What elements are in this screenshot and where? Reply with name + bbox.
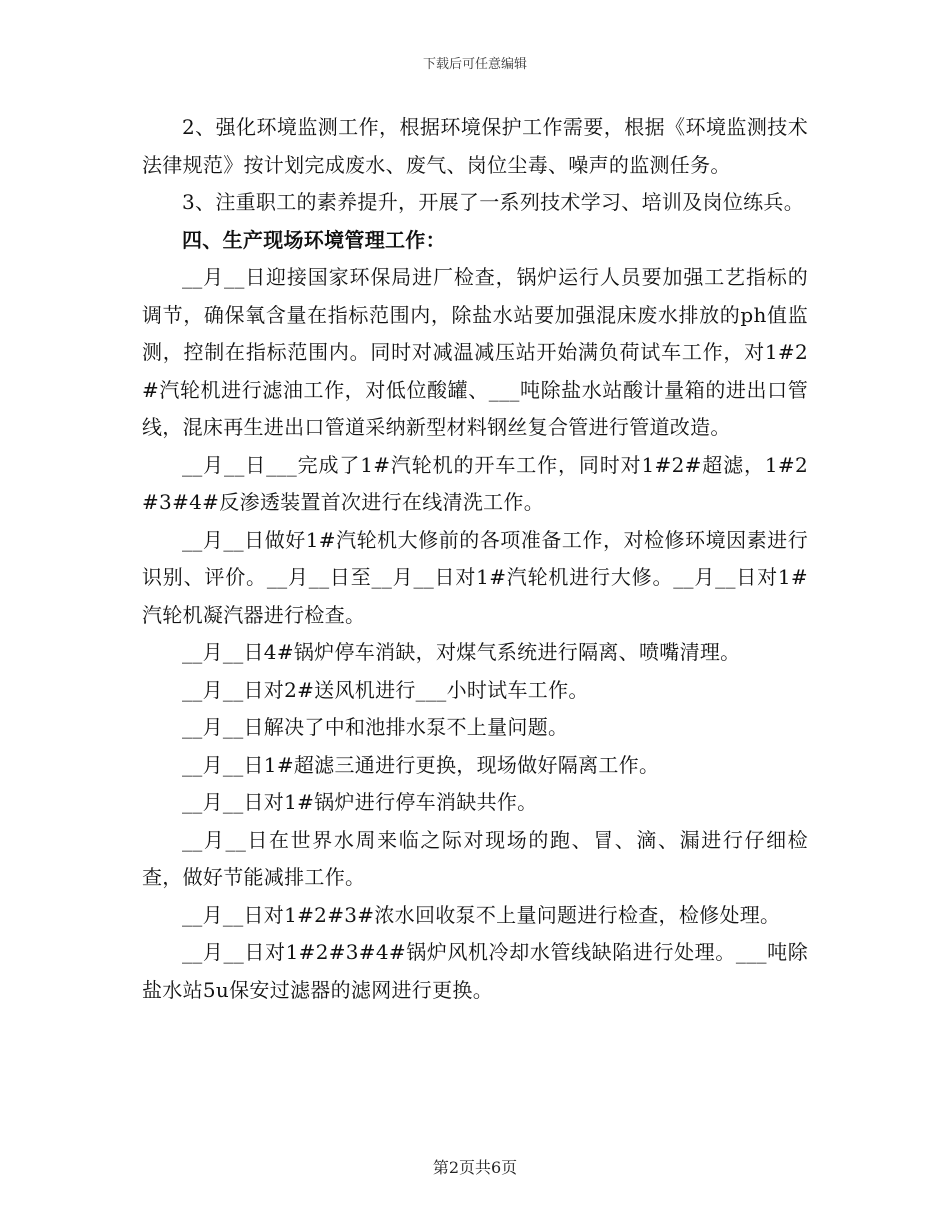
paragraph-water-week: __月__日在世界水周来临之际对现场的跑、冒、滴、漏进行仔细检查，做好节能减排工作。 [142,827,808,889]
paragraph-boiler-4: __月__日4#锅炉停车消缺，对煤气系统进行隔离、喷嘴清理。 [182,640,741,664]
paragraph-ultrafilter-tee: __月__日1#超滤三通进行更换，现场做好隔离工作。 [182,752,660,777]
paragraph-pump-fix: __月__日解决了中和池排水泵不上量问题。 [182,715,569,739]
paragraph-fan-test: __月__日对2#送风机进行___小时试车工作。 [182,677,589,702]
paragraph-recovery-pump: __月__日对1#2#3#浓水回收泵不上量问题进行检查，检修处理。 [182,902,781,927]
paragraph-inspection: __月__日迎接国家环保局进厂检查，锅炉运行人员要加强工艺指标的调节，确保氧含量在指标范围内，除盐水站要加强混床废水排放的ph值监测，控制在指标范围内。同时对减温减压站开始满负荷试车工作，对1#2#汽轮机进行滤油工作，对低位酸罐、___吨除盐水站酸计量箱的进出口管线，混床再生进出口管道采纳新型材料钢丝复合管进行管道改造。 [142,265,808,439]
page-number: 第2页共6页 [432,1158,518,1177]
paragraph-monitoring: 2、强化环境监测工作，根据环境保护工作需要，根据《环境监测技术法律规范》按计划完成废水、废气、岗位尘毒、噪声的监测任务。 [142,115,808,177]
document-body [142,109,808,1009]
paragraph-cooling-pipe: __月__日对1#2#3#4#锅炉风机冷却水管线缺陷进行处理。___吨除盐水站5u保安过滤器的滤网进行更换。 [142,940,808,1002]
paragraph-training: 3、注重职工的素养提升，开展了一系列技术学习、培训及岗位练兵。 [182,190,805,214]
section-heading: 四、生产现场环境管理工作： [182,227,446,252]
paragraph-boiler-1: __月__日对1#锅炉进行停车消缺共作。 [182,790,538,814]
paragraph-turbine-start: __月__日___完成了1#汽轮机的开车工作，同时对1#2#超滤，1#2#3#4#反渗透装置首次进行在线清洗工作。 [142,452,808,514]
page-header-note: 下载后可任意编辑 [422,57,527,72]
paragraph-turbine-overhaul: __月__日做好1#汽轮机大修前的各项准备工作，对检修环境因素进行识别、评价。__月__日至__月__日对1#汽轮机进行大修。__月__日对1#汽轮机凝汽器进行检查。 [142,527,808,627]
